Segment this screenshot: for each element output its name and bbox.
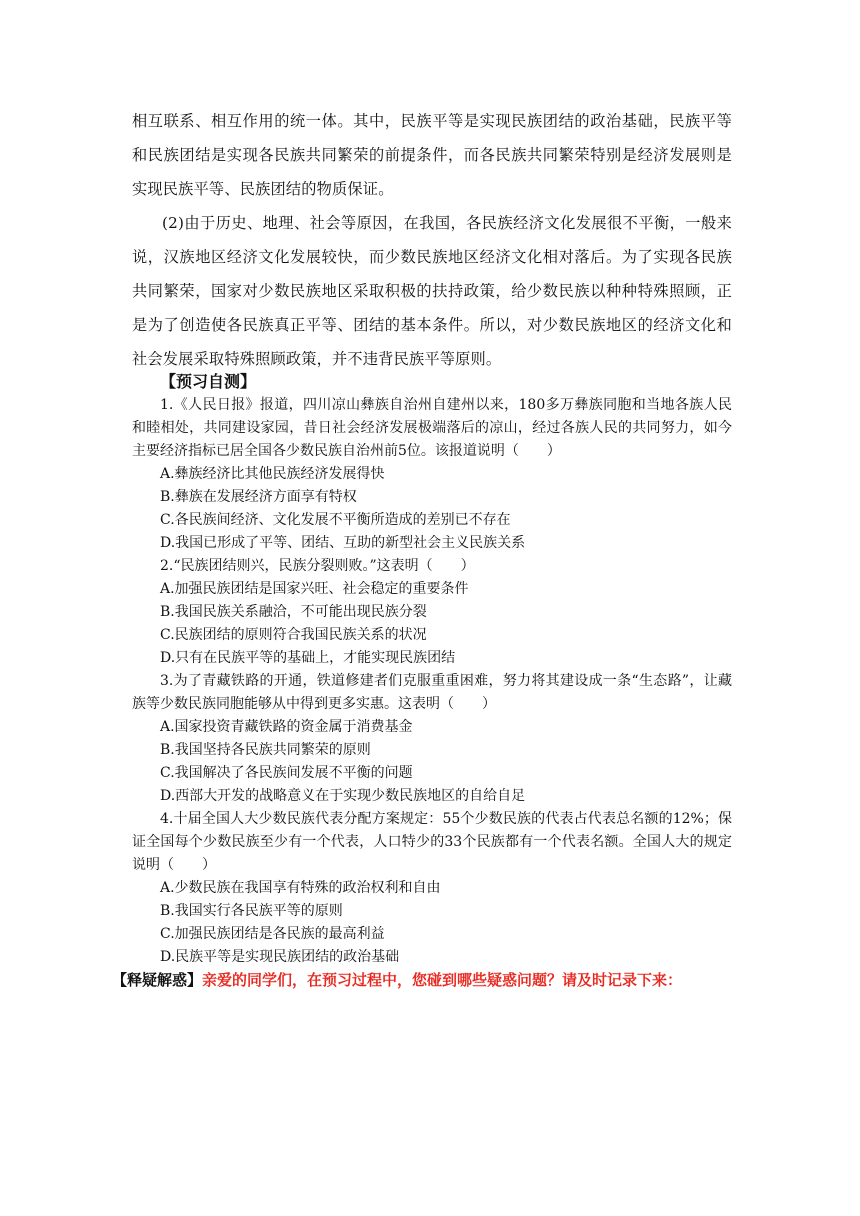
question-1 — [132, 394, 732, 555]
question-option: D.我国已形成了平等、团结、互助的新型社会主义民族关系 — [160, 535, 526, 551]
question-stem: 3.为了青藏铁路的开通，铁道修建者们克服重重困难，努力将其建设成一条“生态路”，让藏族等少数民族同胞能够从中得到更多实惠。这表明（ ） — [132, 673, 732, 712]
question-option: C.民族团结的原则符合我国民族关系的状况 — [160, 627, 427, 643]
question-stem: 4.十届全国人大少数民族代表分配方案规定：55个少数民族的代表占代表总名额的12%；保证全国每个少数民族至少有一个代表，人口特少的33个民族都有一个代表名额。全国人大的规定说明（ ） — [132, 811, 732, 873]
intro-section — [132, 104, 732, 376]
question-option: B.我国民族关系融洽，不可能出现民族分裂 — [160, 604, 427, 620]
question-3 — [132, 670, 732, 808]
question-option: D.民族平等是实现民族团结的政治基础 — [160, 949, 400, 965]
doubt-resolution-prompt: 亲爱的同学们，在预习过程中，您碰到哪些疑惑问题？请及时记录下来： — [202, 971, 683, 989]
doubt-resolution-label: 【释疑解惑】 — [112, 971, 203, 989]
intro-paragraph-1: 相互联系、相互作用的统一体。其中，民族平等是实现民族团结的政治基础，民族平等和民族团结是实现各民族共同繁荣的前提条件，而各民族共同繁荣特别是经济发展则是实现民族平等、民族团结的物质保证。 — [132, 112, 732, 198]
question-option: A.彝族经济比其他民族经济发展得快 — [160, 466, 385, 482]
intro-paragraph-2: (2)由于历史、地理、社会等原因，在我国，各民族经济文化发展很不平衡，一般来说，汉族地区经济文化发展较快，而少数民族地区经济文化相对落后。为了实现各民族共同繁荣，国家对少数民族地区采取积极的扶持政策，给少数民族以种种特殊照顾，正是为了创造使各民族真正平等、团结的基本条件。所以，对少数民族地区的经济文化和社会发展采取特殊照顾政策，并不违背民族平等原则。 — [132, 214, 732, 368]
question-option: C.各民族间经济、文化发展不平衡所造成的差别已不存在 — [160, 512, 511, 528]
question-4 — [132, 808, 732, 969]
question-option: A.少数民族在我国享有特殊的政治权利和自由 — [160, 880, 441, 896]
question-list — [132, 394, 732, 969]
question-option: C.我国解决了各民族间发展不平衡的问题 — [160, 765, 413, 781]
section-title-preview-test: 【预习自测】 — [160, 372, 257, 391]
question-option: D.只有在民族平等的基础上，才能实现民族团结 — [160, 650, 456, 666]
doubt-resolution-section — [112, 969, 752, 990]
question-option: C.加强民族团结是各民族的最高利益 — [160, 926, 385, 942]
question-option: B.我国实行各民族平等的原则 — [160, 903, 343, 919]
question-stem: 1.《人民日报》报道，四川凉山彝族自治州自建州以来，180多万彝族同胞和当地各族人民和睦相处，共同建设家园，昔日社会经济发展极端落后的凉山，经过各族人民的共同努力，如今主要经济指标已居全国各少数民族自治州前5位。该报道说明（ ） — [132, 397, 732, 459]
question-option: A.加强民族团结是国家兴旺、社会稳定的重要条件 — [160, 581, 469, 597]
question-option: B.我国坚持各民族共同繁荣的原则 — [160, 742, 371, 758]
question-option: B.彝族在发展经济方面享有特权 — [160, 489, 357, 505]
question-option: D.西部大开发的战略意义在于实现少数民族地区的自给自足 — [160, 788, 526, 804]
question-2 — [132, 555, 732, 670]
question-stem: 2.“民族团结则兴，民族分裂则败。”这表明（ ） — [160, 558, 475, 574]
question-option: A.国家投资青藏铁路的资金属于消费基金 — [160, 719, 413, 735]
